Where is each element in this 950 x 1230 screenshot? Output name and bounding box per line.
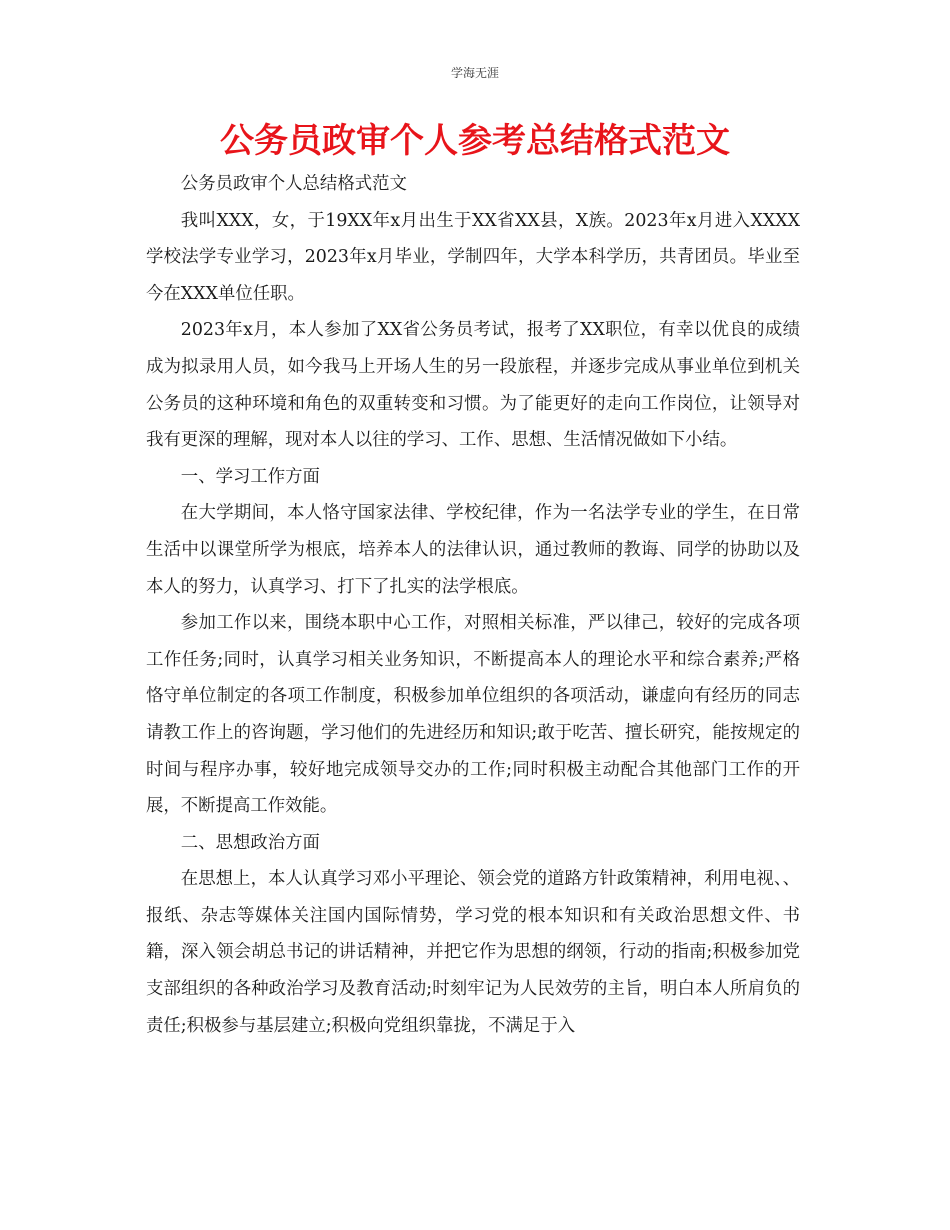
intro-paragraph: 我叫XXX，女，于19XX年x月出生于XX省XX县，X族。2023年x月进入XXXX学校法学专业学习，2023年x月毕业，学制四年，大学本科学历，共青团员。毕业至今在XXX单位任职。	[146, 210, 800, 304]
subtitle-paragraph: 公务员政审个人总结格式范文	[180, 174, 407, 194]
politics-paragraph: 在思想上，本人认真学习邓小平理论、领会党的道路方针政策精神，利用电视、、报纸、杂志等媒体关注国内国际情势，学习党的根本知识和有关政治思想文件、书籍，深入领会胡总书记的讲话精神，并把它作为思想的纲领，行动的指南;积极参加党支部组织的各种政治学习及教育活动;时刻牢记为人民效劳的主旨，明白本人所肩负的责任;积极参与基层建立;积极向党组织靠拢，不满足于入	[146, 869, 800, 1036]
page-header: 学海无涯	[450, 66, 499, 80]
section-heading-study-work: 一、学习工作方面	[180, 466, 320, 487]
work-paragraph: 参加工作以来，围绕本职中心工作，对照相关标准，严以律己，较好的完成各项工作任务;同时，认真学习相关业务知识，不断提高本人的理论水平和综合素养;严格恪守单位制定的各项工作制度，积极参加单位组织的各项活动，谦虚向有经历的同志请教工作上的咨询题，学习他们的先进经历和知识;敢于吃苦、擅长研究，能按规定的时间与程序办事，较好地完成领导交办的工作;同时积极主动配合其他部门工作的开展，不断提高工作效能。	[146, 613, 800, 817]
document-title: 公务员政审个人参考总结格式范文	[220, 121, 730, 161]
section-heading-politics: 二、思想政治方面	[180, 832, 320, 853]
document-body	[146, 166, 800, 1044]
university-paragraph: 在大学期间，本人恪守国家法律、学校纪律，作为一名法学专业的学生，在日常生活中以课堂所学为根底，培养本人的法律认识，通过教师的教诲、同学的协助以及本人的努力，认真学习、打下了扎实的法学根底。	[146, 503, 800, 597]
exam-paragraph: 2023年x月，本人参加了XX省公务员考试，报考了XX职位，有幸以优良的成绩成为拟录用人员，如今我马上开场人生的另一段旅程，并逐步完成从事业单位到机关公务员的这种环境和角色的双重转变和习惯。为了能更好的走向工作岗位，让领导对我有更深的理解，现对本人以往的学习、工作、思想、生活情况做如下小结。	[146, 320, 800, 451]
